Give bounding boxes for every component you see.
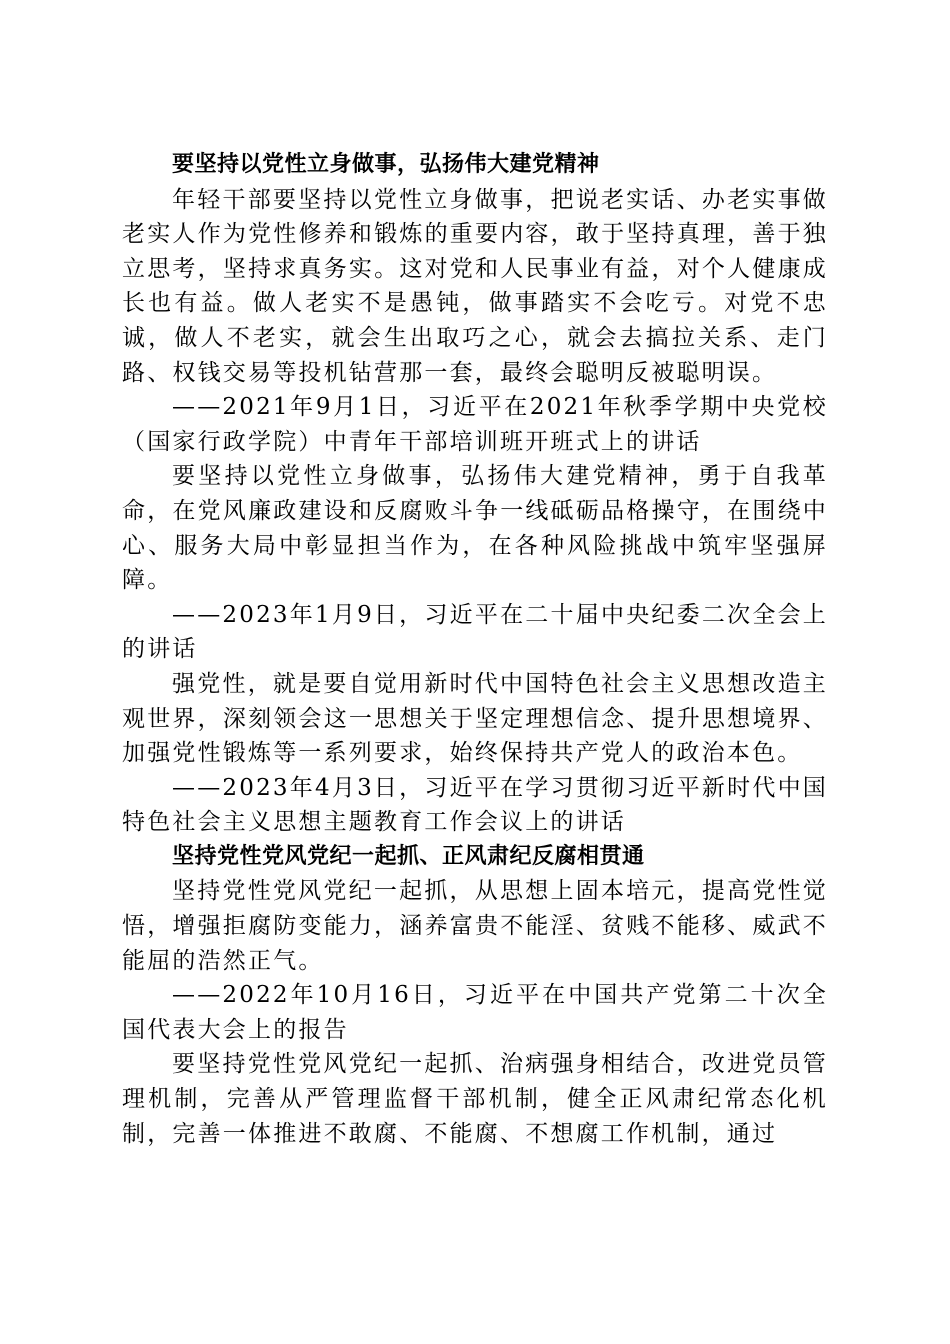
- quote-source: ——2023年1月9日，习近平在二十届中央纪委二次全会上的讲话: [122, 601, 828, 663]
- quote-source: ——2021年9月1日，习近平在2021年秋季学期中央党校（国家行政学院）中青年干部培训班开班式上的讲话: [122, 394, 828, 455]
- quote-paragraph: 坚持党性党风党纪一起抓，从思想上固本培元，提高党性觉悟，增强拒腐防变能力，涵养富贵不能淫、贫贱不能移、威武不能屈的浩然正气。: [122, 878, 828, 974]
- quote-paragraph: 要坚持党性党风党纪一起抓、治病强身相结合，改进党员管理机制，完善从严管理监督干部机制，健全正风肃纪常态化机制，完善一体推进不敢腐、不能腐、不想腐工作机制，通过: [122, 1051, 828, 1147]
- quote-paragraph: 强党性，就是要自觉用新时代中国特色社会主义思想改造主观世界，深刻领会这一思想关于坚定理想信念、提升思想境界、加强党性锻炼等一系列要求，始终保持共产党人的政治本色。: [122, 670, 828, 767]
- section-heading: 要坚持以党性立身做事，弘扬伟大建党精神: [172, 152, 600, 177]
- document-body: [122, 148, 828, 1151]
- quote-source: ——2022年10月16日，习近平在中国共产党第二十次全国代表大会上的报告: [122, 982, 828, 1043]
- section-heading: 坚持党性党风党纪一起抓、正风肃纪反腐相贯通: [172, 843, 645, 869]
- quote-paragraph: 要坚持以党性立身做事，弘扬伟大建党精神，勇于自我革命，在党风廉政建设和反腐败斗争一线砥砺品格操守，在围绕中心、服务大局中彰显担当作为，在各种风险挑战中筑牢坚强屏障。: [122, 463, 828, 594]
- quote-paragraph: 年轻干部要坚持以党性立身做事，把说老实话、办老实事做老实人作为党性修养和锻炼的重要内容，敢于坚持真理，善于独立思考，坚持求真务实。这对党和人民事业有益，对个人健康成长也有益。做人老实不是愚钝，做事踏实不会吃亏。对党不忠诚，做人不老实，就会生出取巧之心，就会去搞拉关系、走门路、权钱交易等投机钻营那一套，最终会聪明反被聪明误。: [122, 186, 828, 386]
- quote-source: ——2023年4月3日，习近平在学习贯彻习近平新时代中国特色社会主义思想主题教育工作会议上的讲话: [122, 774, 828, 836]
